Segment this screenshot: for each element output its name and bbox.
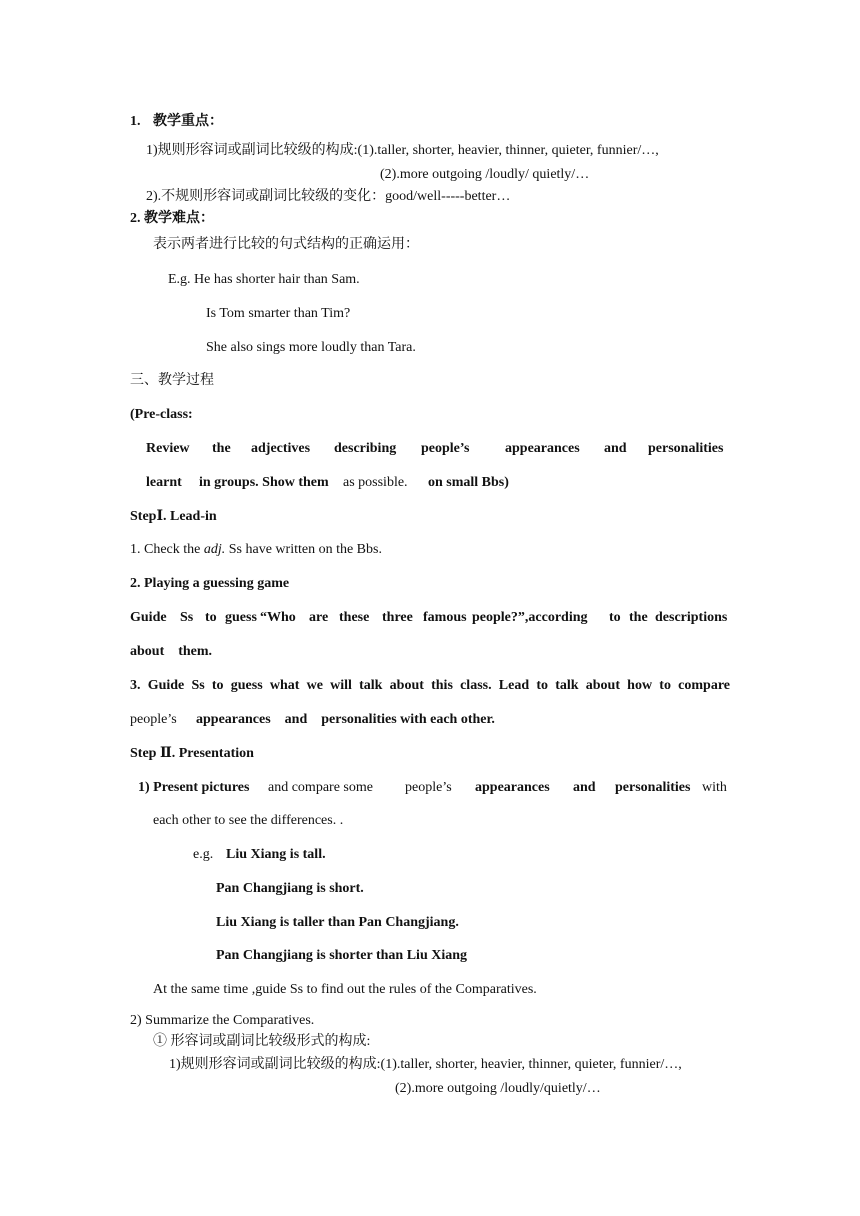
example-label: e.g.: [193, 847, 214, 862]
present-pictures-f: personalities: [615, 780, 691, 795]
item-1-adj: adj.: [203, 542, 226, 557]
word: Ss: [191, 678, 205, 693]
same-time-instruction: At the same time ,guide Ss to find out the rules of the Comparatives.: [153, 982, 537, 997]
word: how: [627, 678, 653, 693]
step-1-item-3-line-2b: appearances and personalities with each other.: [196, 712, 495, 727]
word: famous: [423, 610, 467, 625]
pre-class-review-line-2b: in groups. Show them: [199, 475, 329, 490]
pre-class-heading: (Pre-class:: [130, 407, 193, 422]
summary-regular-rule: 1)规则形容词或副词比较级的构成:(1).taller, shorter, heavier, thinner, quieter, funnier/…,: [169, 1057, 682, 1072]
present-pictures-line: [0, 779, 860, 797]
word: guess: [230, 678, 263, 693]
regular-comparative-rule-cont: (2).more outgoing /loudly/ quietly/…: [380, 167, 590, 182]
word: describing: [334, 441, 397, 456]
presentation-example-3: Liu Xiang is taller than Pan Changjiang.: [216, 915, 459, 930]
word: talk: [359, 678, 383, 693]
word: about: [389, 678, 424, 693]
word: are: [309, 610, 329, 625]
word: appearances: [505, 441, 580, 456]
presentation-example-1: Liu Xiang is tall.: [226, 847, 326, 862]
word: this: [431, 678, 453, 693]
section-2-description: 表示两者进行比较的句式结构的正确运用：: [153, 237, 419, 252]
word: Lead: [498, 678, 530, 693]
word: personalities: [648, 441, 724, 456]
step-1-item-3: [0, 677, 860, 695]
word: to: [536, 678, 548, 693]
word: descriptions: [655, 610, 728, 625]
example-sentence-3: She also sings more loudly than Tara.: [206, 340, 416, 355]
present-pictures-g: with: [702, 780, 727, 795]
section-2-title: 2. 教学难点：: [130, 211, 214, 226]
step-2-heading: Step Ⅱ. Presentation: [130, 746, 254, 761]
word: what: [269, 678, 300, 693]
present-pictures-e: and: [573, 780, 596, 795]
word: three: [382, 610, 413, 625]
word: to: [211, 678, 224, 693]
example-sentence-1: E.g. He has shorter hair than Sam.: [168, 272, 360, 287]
word: adjectives: [251, 441, 311, 456]
word: Guide: [147, 678, 185, 693]
item-1-text-c: Ss have written on the Bbs.: [228, 542, 382, 557]
word: to: [609, 610, 621, 625]
guide-guess-line-2: about them.: [130, 644, 213, 659]
section-1-title: 教学重点：: [153, 114, 223, 129]
item-1-text-a: 1. Check the: [130, 542, 201, 557]
word: class.: [460, 678, 492, 693]
word: the: [212, 441, 231, 456]
word: “Who: [260, 610, 296, 625]
present-pictures-line-2: each other to see the differences. .: [153, 813, 344, 828]
word: Guide: [130, 610, 167, 625]
word: people’s: [421, 441, 470, 456]
pre-class-review-line-2c: as possible.: [343, 475, 408, 490]
step-1-item-1: [130, 541, 382, 559]
example-sentence-2: Is Tom smarter than Tim?: [206, 306, 351, 321]
word: 3.: [130, 678, 141, 693]
step-1-item-2: 2. Playing a guessing game: [130, 576, 290, 591]
word: to: [659, 678, 671, 693]
word: Review: [146, 441, 190, 456]
summary-point-1: ① 形容词或副词比较级形式的构成:: [153, 1034, 371, 1049]
summary-regular-rule-cont: (2).more outgoing /loudly/quietly/…: [395, 1081, 601, 1096]
presentation-example-4: Pan Changjiang is shorter than Liu Xiang: [216, 948, 468, 963]
word: we: [306, 678, 323, 693]
word: to: [205, 610, 217, 625]
section-3-title: 三、教学过程: [130, 373, 214, 388]
word: and: [604, 441, 627, 456]
word: guess: [225, 610, 257, 625]
word: these: [339, 610, 370, 625]
present-pictures-a: 1) Present pictures: [138, 780, 250, 795]
presentation-example-2: Pan Changjiang is short.: [216, 881, 364, 896]
regular-comparative-rule: 1)规则形容词或副词比较级的构成:(1).taller, shorter, heavier, thinner, quieter, funnier/…,: [146, 143, 659, 158]
word: the: [629, 610, 648, 625]
step-1-item-3-line-2a: people’s: [130, 712, 177, 727]
word: compare: [678, 678, 730, 693]
word: Ss: [180, 610, 194, 625]
word: people?”,according: [472, 610, 588, 625]
present-pictures-b: and compare some: [268, 780, 373, 795]
word: will: [330, 678, 352, 693]
summarize-comparatives: 2) Summarize the Comparatives.: [130, 1013, 315, 1028]
pre-class-review-line: [0, 440, 860, 458]
present-pictures-d: appearances: [475, 780, 550, 795]
word: about: [585, 678, 620, 693]
pre-class-review-line-2d: on small Bbs): [428, 475, 509, 490]
guide-guess-line: [0, 609, 860, 627]
step-1-heading: StepⅠ. Lead-in: [130, 509, 217, 524]
present-pictures-c: people’s: [405, 780, 452, 795]
section-1-number: 1.: [130, 114, 141, 129]
pre-class-review-line-2a: learnt: [146, 475, 182, 490]
irregular-comparative-rule: 2).不规则形容词或副词比较级的变化：good/well-----better…: [146, 189, 511, 204]
word: talk: [555, 678, 579, 693]
